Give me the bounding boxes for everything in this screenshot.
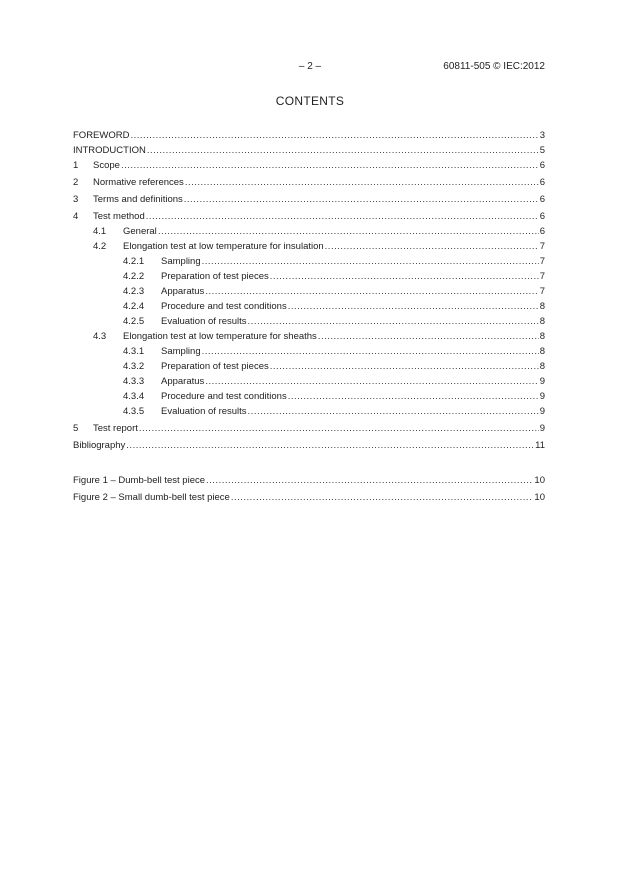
- page-title: CONTENTS: [275, 94, 345, 108]
- toc-entry-page: 11: [535, 440, 545, 451]
- toc-entry-page: 10: [534, 475, 545, 486]
- dot-leader: [206, 473, 533, 488]
- toc-entry-number: 4.1: [93, 226, 107, 237]
- toc-entry[interactable]: [73, 438, 545, 453]
- toc-entry-number: 3: [73, 194, 79, 205]
- toc-entry-page: 9: [539, 406, 545, 417]
- toc-entry-label: Bibliography: [73, 440, 126, 451]
- figure-list: [73, 473, 545, 505]
- toc-entry[interactable]: [73, 314, 545, 329]
- toc-entry-page: 8: [539, 331, 545, 342]
- toc-entry-label: General: [123, 226, 157, 237]
- dot-leader: [288, 389, 539, 404]
- toc-entry-label: Sampling: [161, 346, 201, 357]
- toc-entry-page: 3: [539, 130, 545, 141]
- toc-entry-page: 6: [539, 194, 545, 205]
- toc-entries: [73, 128, 545, 453]
- figure-entry[interactable]: [73, 490, 545, 505]
- toc-entry[interactable]: [73, 269, 545, 284]
- toc-entry-page: 9: [539, 423, 545, 434]
- toc-entry-number: 4.3.2: [123, 361, 145, 372]
- toc-entry[interactable]: [73, 404, 545, 419]
- toc-entry-label: Normative references: [93, 177, 184, 188]
- toc-entry-label: Elongation test at low temperature for sheaths: [123, 331, 317, 342]
- table-of-contents: [73, 128, 545, 505]
- toc-entry-page: 7: [539, 286, 545, 297]
- toc-entry-number: 4.2: [93, 241, 107, 252]
- toc-entry-page: 5: [539, 145, 545, 156]
- toc-entry[interactable]: [73, 421, 545, 436]
- toc-entry-page: 6: [539, 211, 545, 222]
- toc-entry-label: Test method: [93, 211, 145, 222]
- toc-entry[interactable]: [73, 299, 545, 314]
- toc-entry-label: Figure 1 – Dumb-bell test piece: [73, 475, 206, 486]
- dot-leader: [202, 344, 539, 359]
- dot-leader: [318, 329, 539, 344]
- toc-entry-label: Preparation of test pieces: [161, 271, 269, 282]
- toc-entry[interactable]: [73, 239, 545, 254]
- dot-leader: [270, 359, 539, 374]
- dot-leader: [121, 158, 539, 173]
- toc-entry[interactable]: [73, 344, 545, 359]
- toc-entry-number: 4.3.3: [123, 376, 145, 387]
- dot-leader: [158, 224, 539, 239]
- dot-leader: [248, 404, 539, 419]
- toc-entry-label: Figure 2 – Small dumb-bell test piece: [73, 492, 230, 503]
- dot-leader: [146, 209, 539, 224]
- toc-entry[interactable]: [73, 143, 545, 158]
- toc-entry-label: Apparatus: [161, 376, 205, 387]
- dot-leader: [288, 299, 539, 314]
- toc-entry-page: 9: [539, 391, 545, 402]
- toc-entry-label: Elongation test at low temperature for insulation: [123, 241, 324, 252]
- toc-entry[interactable]: [73, 329, 545, 344]
- toc-entry-number: 4.3.4: [123, 391, 145, 402]
- toc-entry-page: 6: [539, 160, 545, 171]
- page-number: – 2 –: [298, 61, 322, 72]
- toc-entry-number: 4.3: [93, 331, 107, 342]
- toc-entry-number: 4.2.5: [123, 316, 145, 327]
- toc-entry-label: Scope: [93, 160, 120, 171]
- toc-entry-page: 7: [539, 256, 545, 267]
- toc-entry-page: 8: [539, 301, 545, 312]
- toc-entry[interactable]: [73, 209, 545, 224]
- toc-entry-page: 8: [539, 346, 545, 357]
- toc-entry-number: 5: [73, 423, 79, 434]
- dot-leader: [139, 421, 539, 436]
- toc-entry-label: Preparation of test pieces: [161, 361, 269, 372]
- toc-entry-number: 4.2.4: [123, 301, 145, 312]
- toc-entry-label: Procedure and test conditions: [161, 301, 287, 312]
- toc-entry-number: 4: [73, 211, 79, 222]
- toc-entry[interactable]: [73, 359, 545, 374]
- toc-entry-label: INTRODUCTION: [73, 145, 146, 156]
- toc-entry-page: 7: [539, 241, 545, 252]
- toc-entry[interactable]: [73, 192, 545, 207]
- toc-entry-page: 6: [539, 177, 545, 188]
- toc-entry-label: Sampling: [161, 256, 201, 267]
- toc-entry-number: 4.2.2: [123, 271, 145, 282]
- toc-entry-label: Terms and definitions: [93, 194, 183, 205]
- toc-entry[interactable]: [73, 374, 545, 389]
- toc-entry-number: 4.3.1: [123, 346, 145, 357]
- toc-entry-number: 4.2.1: [123, 256, 145, 267]
- toc-entry-number: 4.3.5: [123, 406, 145, 417]
- dot-leader: [130, 128, 538, 143]
- toc-entry-label: Apparatus: [161, 286, 205, 297]
- dot-leader: [248, 314, 539, 329]
- toc-entry-number: 4.2.3: [123, 286, 145, 297]
- toc-entry-page: 6: [539, 226, 545, 237]
- toc-entry-label: Evaluation of results: [161, 316, 247, 327]
- dot-leader: [270, 269, 539, 284]
- figure-entry[interactable]: [73, 473, 545, 488]
- toc-entry[interactable]: [73, 254, 545, 269]
- toc-entry-label: Procedure and test conditions: [161, 391, 287, 402]
- toc-entry-label: Evaluation of results: [161, 406, 247, 417]
- toc-entry-number: 2: [73, 177, 79, 188]
- toc-entry-label: FOREWORD: [73, 130, 130, 141]
- dot-leader: [126, 438, 534, 453]
- toc-entry-page: 8: [539, 316, 545, 327]
- toc-entry-page: 7: [539, 271, 545, 282]
- dot-leader: [205, 374, 538, 389]
- dot-leader: [184, 192, 539, 207]
- toc-entry-page: 8: [539, 361, 545, 372]
- dot-leader: [147, 143, 539, 158]
- toc-entry-label: Test report: [93, 423, 138, 434]
- toc-entry[interactable]: [73, 284, 545, 299]
- dot-leader: [202, 254, 539, 269]
- toc-entry-number: 1: [73, 160, 79, 171]
- dot-leader: [325, 239, 539, 254]
- toc-entry[interactable]: [73, 175, 545, 190]
- toc-entry[interactable]: [73, 224, 545, 239]
- dot-leader: [205, 284, 538, 299]
- standard-reference: 60811-505 © IEC:2012: [443, 61, 545, 72]
- toc-entry-page: 10: [534, 492, 545, 503]
- toc-entry[interactable]: [73, 158, 545, 173]
- dot-leader: [185, 175, 539, 190]
- toc-entry[interactable]: [73, 128, 545, 143]
- toc-entry-page: 9: [539, 376, 545, 387]
- toc-entry[interactable]: [73, 389, 545, 404]
- dot-leader: [231, 490, 534, 505]
